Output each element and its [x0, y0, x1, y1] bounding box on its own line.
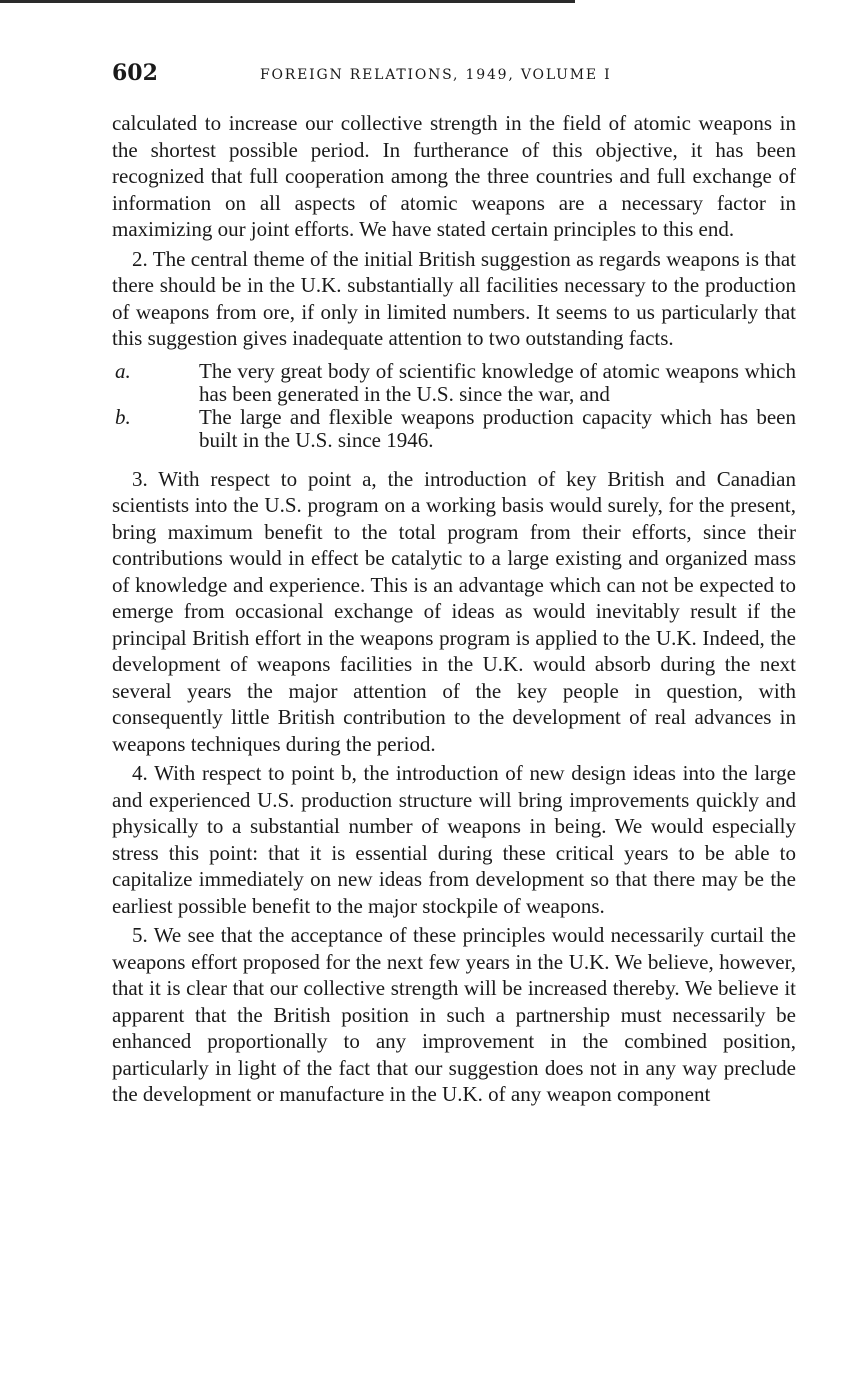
top-rule: [0, 0, 575, 3]
paragraph-3: 3. With respect to point a, the introduction of key British and Canadian scientists into the U.S. program on a working basis would surely, for the present, bring maximum benefit to the total program from their efforts, since their contributions would in effect be catalytic to a large existing and organized mass of knowledge and experience. This is an advantage which can not be expected to emerge from occasional exchange of ideas as would inevitably result if the principal British effort in the weapons program is applied to the U.K. Indeed, the development of weapons facilities in the U.K. would absorb during the next several years the major attention of the key people in question, with consequently little British contribution to the development of real advances in weapons techniques during the period.: [112, 466, 796, 756]
document-page: [112, 60, 796, 1111]
paragraph-4: 4. With respect to point b, the introduction of new design ideas into the large and experienced U.S. production structure will bring improvements quickly and physically to a substantial number of weapons in being. We would especially stress this point: that it is essential during these critical years to be able to capitalize immediately on new ideas from development so that there may be the earliest possible benefit to the major stockpile of weapons.: [112, 761, 796, 918]
page-header: [112, 60, 796, 94]
paragraph-2: 2. The central theme of the initial British suggestion as regards weapons is that there should be in the U.K. substantially all facilities necessary to the production of weapons from ore, if only in limited numbers. It seems to us particularly that this suggestion gives inadequate attention to two outstanding facts.: [112, 246, 796, 350]
page-number: 602: [112, 60, 158, 86]
fact-text-b: The large and flexible weapons production capacity which has been built in the U.S. since 1946.: [199, 404, 796, 452]
fact-text-a: The very great body of scientific knowledge of atomic weapons which has been generated in the U.S. since the war, and: [199, 358, 796, 406]
paragraph-continuation: calculated to increase our collective strength in the field of atomic weapons in the shortest possible period. In furtherance of this objective, it has been recognized that full cooperation among the three countries and full exchange of information on all aspects of atomic weapons are a necessary factor in maximizing our joint efforts. We have stated certain principles to this end.: [112, 111, 796, 241]
fact-item-a: a. The very great body of scientific knowledge of atomic weapons which has been generated in the U.S. since the war, and: [115, 358, 796, 406]
paragraph-5: 5. We see that the acceptance of these principles would necessarily curtail the weapons effort proposed for the next few years in the U.K. We believe, however, that it is clear that our collective strength will be increased thereby. We believe it apparent that the British position in such a partnership must necessarily be enhanced proportionally to any improvement in the combined position, particularly in light of the fact that our suggestion does not in any way preclude the development or manufacture in the U.K. of any weapon component: [112, 923, 796, 1106]
body-text: [112, 110, 796, 1108]
fact-item-b: b. The large and flexible weapons production capacity which has been built in the U.S. since 1946.: [115, 404, 796, 452]
facts-list: [112, 360, 796, 452]
running-head: FOREIGN RELATIONS, 1949, VOLUME I: [260, 67, 612, 83]
